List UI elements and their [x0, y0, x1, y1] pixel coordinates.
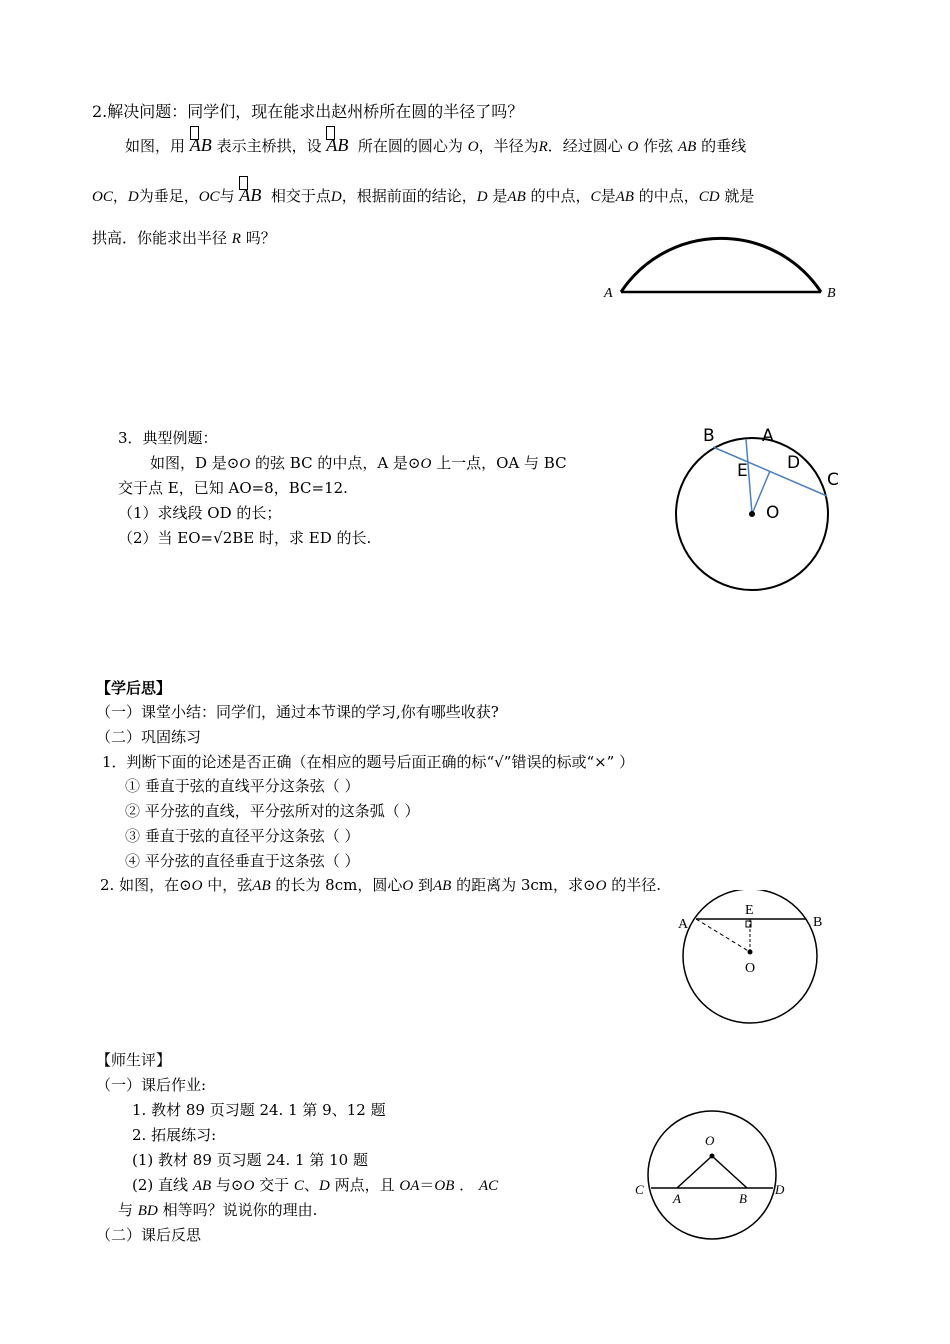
text: 的距离为 3cm，求⊙ — [456, 876, 596, 894]
example-circle-figure — [670, 420, 850, 600]
text: 拱高．你能求出半径 — [92, 229, 228, 247]
var-o: O — [420, 456, 432, 472]
arc-ab-symbol — [239, 185, 261, 205]
var-d: D — [330, 189, 342, 205]
text: 的中点， — [638, 187, 699, 205]
text: 、 — [303, 1176, 319, 1194]
text: (2) 直线 — [132, 1176, 189, 1194]
practice-question1: 1．判断下面的论述是否正确（在相应的题号后面正确的标“√”错误的标或“×” ） — [102, 753, 635, 771]
var-o: O — [402, 878, 414, 894]
segment-oa — [677, 1156, 712, 1188]
center-point — [749, 511, 755, 517]
label-c: C — [635, 1182, 644, 1197]
practice-question2 — [100, 875, 661, 896]
arch-svg — [595, 215, 855, 310]
var-ab: AB — [507, 189, 526, 205]
arc-box — [190, 126, 199, 140]
section3-question1: （1）求线段 OD 的长； — [118, 504, 282, 522]
class-summary: （一）课堂小结：同学们，通过本节课的学习,你有哪些收获? — [96, 703, 499, 721]
label-b: B — [703, 426, 715, 446]
label-b: B — [813, 915, 823, 930]
text: 的中点， — [530, 187, 591, 205]
label-a: A — [678, 917, 689, 932]
label-e: E — [737, 461, 748, 481]
text: BE 时，求 ED 的长. — [232, 529, 372, 547]
var-ab: AB — [432, 878, 452, 894]
homework-item-2-2-cont — [118, 1200, 317, 1221]
chord-svg — [670, 890, 840, 1030]
text: ．经过圆心 — [547, 137, 623, 155]
center-point — [710, 1154, 715, 1159]
homework-item-2-1: (1) 教材 89 页习题 24. 1 第 10 题 — [132, 1151, 368, 1169]
var-oc: OC — [198, 189, 220, 205]
judge-item-4: ④ 平分弦的直径垂直于这条弦（ ） — [125, 852, 360, 870]
text: 交于 — [259, 1176, 290, 1194]
text: 表示主桥拱，设 — [216, 137, 322, 155]
section2-title: 2.解决问题：同学们，现在能求出赵州桥所在圆的半径了吗？ — [92, 102, 524, 121]
text: 就是 — [724, 187, 755, 205]
var-d: D — [318, 1178, 330, 1194]
arc-box — [239, 176, 248, 190]
chord-circle-figure — [670, 890, 840, 1030]
text: 的垂线 — [701, 137, 747, 155]
homework-item-1: 1. 教材 89 页习题 24. 1 第 9、12 题 — [132, 1101, 386, 1119]
text: 所在圆的圆心为 — [357, 137, 463, 155]
section2-paragraph-line3 — [92, 228, 276, 249]
var-oc: OC — [92, 189, 113, 205]
var-c: C — [590, 189, 601, 205]
text: 与 — [219, 187, 235, 205]
label-o: O — [705, 1133, 715, 1148]
arc-label: AB — [326, 135, 349, 155]
label-b: B — [827, 286, 836, 301]
text: 是 — [492, 187, 508, 205]
sqrt-two: √2 — [213, 529, 233, 547]
text: 与⊙ — [215, 1176, 244, 1194]
text: ，根据前面的结论， — [341, 187, 477, 205]
text: 到 — [417, 876, 433, 894]
text: 相等吗？说说你的理由. — [162, 1201, 318, 1219]
bridge-arch-figure — [595, 215, 855, 310]
var-d: D — [127, 189, 139, 205]
label-o: O — [766, 503, 780, 523]
text: 2. 如图，在⊙ — [100, 876, 192, 894]
label-o: O — [745, 961, 756, 976]
var-oa: OA — [399, 1178, 420, 1194]
text: 如图，用 — [125, 137, 186, 155]
section3-question2 — [118, 528, 371, 548]
var-d: D — [476, 189, 488, 205]
homework-heading: （一）课后作业: — [96, 1076, 207, 1094]
text: （2）当 EO= — [118, 529, 214, 547]
triangle-circle-figure — [625, 1095, 795, 1255]
var-o: O — [191, 878, 203, 894]
segment-ob — [712, 1156, 747, 1188]
judge-item-2: ② 平分弦的直线，平分弦所对的这条弧（ ） — [125, 802, 420, 820]
label-e: E — [745, 903, 754, 918]
var-o: O — [627, 139, 639, 155]
text: 的半径. — [611, 876, 662, 894]
center-point — [748, 950, 753, 955]
section2-paragraph-line2 — [92, 185, 754, 207]
var-ac: AC — [478, 1178, 499, 1194]
segment-oa — [696, 919, 750, 952]
var-ab: AB — [192, 1178, 212, 1194]
text: 的弦 BC 的中点，A 是⊙ — [255, 454, 421, 472]
text: 两点，且 — [334, 1176, 395, 1194]
text: 上一点，OA 与 BC — [436, 454, 567, 472]
triangle-svg — [625, 1095, 795, 1255]
text: 相交于点 — [270, 187, 331, 205]
label-c: C — [827, 470, 839, 490]
practice-heading: （二）巩固练习 — [96, 728, 202, 746]
after-class-heading: 【学后思】 — [96, 679, 172, 697]
var-ab: AB — [252, 878, 271, 894]
var-ab: AB — [615, 189, 634, 205]
circle — [648, 1111, 776, 1239]
example-svg — [670, 420, 850, 600]
var-r: R — [538, 139, 548, 155]
reflection-heading: （二）课后反思 — [96, 1226, 202, 1244]
var-c: C — [293, 1178, 304, 1194]
label-d: D — [787, 453, 801, 473]
var-r: R — [231, 231, 241, 247]
arc-ab-symbol — [190, 135, 212, 155]
text: 吗？ — [245, 229, 276, 247]
arc-label: AB — [239, 185, 262, 205]
label-a: A — [604, 286, 613, 301]
label-b: B — [739, 1191, 747, 1206]
text: ，半径为 — [478, 137, 539, 155]
text: 的长为 8cm，圆心 — [275, 876, 403, 894]
arc-label: AB — [189, 135, 212, 155]
var-o: O — [243, 1178, 255, 1194]
var-bd: BD — [137, 1203, 158, 1219]
section3-line2: 交于点 E，已知 AO=8，BC=12. — [118, 479, 348, 497]
arc-box — [326, 126, 335, 140]
text: 与 — [118, 1201, 134, 1219]
text: 中，弦 — [207, 876, 253, 894]
var-ob: OB — [434, 1178, 455, 1194]
label-d: D — [775, 1182, 785, 1197]
text: ， — [112, 187, 128, 205]
judge-item-1: ① 垂直于弦的直线平分这条弦（ ） — [125, 777, 360, 795]
section3-title: 3．典型例题： — [118, 429, 218, 447]
text: 作弦 — [643, 137, 674, 155]
section2-paragraph-line1 — [125, 135, 746, 157]
label-a: A — [762, 426, 774, 446]
var-o: O — [239, 456, 251, 472]
text: ． — [454, 1176, 475, 1194]
evaluation-heading: 【师生评】 — [96, 1051, 172, 1069]
var-cd: CD — [698, 189, 720, 205]
arc-ab-symbol — [326, 135, 348, 155]
homework-item-2-2 — [132, 1175, 498, 1196]
var-ab: AB — [677, 139, 697, 155]
arch-arc — [621, 238, 821, 292]
judge-item-3: ③ 垂直于弦的直径平分这条弦（ ） — [125, 827, 360, 845]
text: 如图，D 是⊙ — [150, 454, 240, 472]
equals: ＝ — [419, 1176, 435, 1194]
text: 为垂足， — [138, 187, 199, 205]
section3-line1 — [150, 453, 567, 474]
homework-item-2: 2. 拓展练习: — [132, 1126, 217, 1144]
text: 是 — [600, 187, 616, 205]
label-a: A — [673, 1191, 681, 1206]
var-o: O — [595, 878, 607, 894]
var-o: O — [467, 139, 479, 155]
